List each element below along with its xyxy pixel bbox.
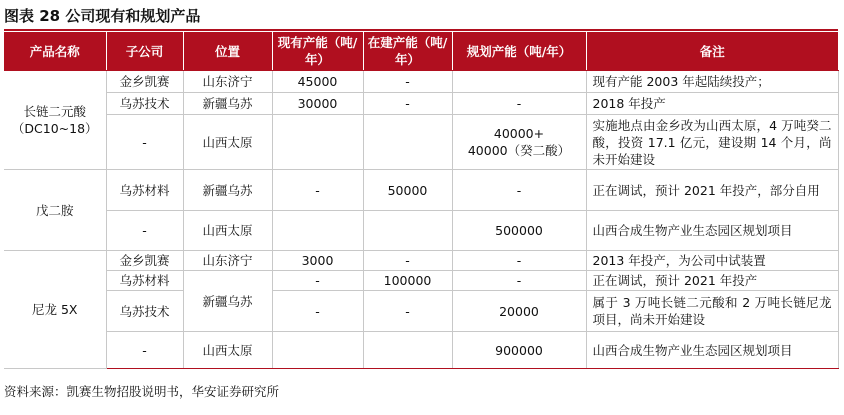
planned-cell: - [452, 170, 586, 211]
location-cell: 山东济宁 [183, 71, 272, 93]
header-building-capacity: 在建产能（吨/年） [363, 32, 452, 71]
table-row [4, 71, 838, 93]
location-cell: 山西太原 [183, 332, 272, 369]
existing-cell [272, 211, 363, 251]
header-existing-capacity: 现有产能（吨/年） [272, 32, 363, 71]
remarks-cell: 实施地点由金乡改为山西太原，4 万吨癸二酸，投资 17.1 亿元，建设期 14 个月，尚未开始建设 [586, 115, 838, 170]
existing-cell: 30000 [272, 93, 363, 115]
subsidiary-cell: 乌苏技术 [106, 93, 183, 115]
header-remarks: 备注 [586, 32, 838, 71]
subsidiary-cell: 乌苏材料 [106, 170, 183, 211]
existing-cell [272, 332, 363, 369]
header-row [4, 32, 838, 71]
table-row [4, 115, 838, 170]
header-subsidiary: 子公司 [106, 32, 183, 71]
header-planned-capacity: 规划产能（吨/年） [452, 32, 586, 71]
building-cell: 100000 [363, 271, 452, 291]
planned-cell: 500000 [452, 211, 586, 251]
table-row [4, 332, 838, 369]
remarks-cell: 属于 3 万吨长链二元酸和 2 万吨长链尼龙项目，尚未开始建设 [586, 291, 838, 332]
existing-cell: - [272, 170, 363, 211]
building-cell: - [363, 251, 452, 271]
building-cell [363, 115, 452, 170]
existing-cell [272, 115, 363, 170]
header-location: 位置 [183, 32, 272, 71]
location-cell: 山东济宁 [183, 251, 272, 271]
table-row [4, 271, 838, 291]
figure-title: 图表 28 公司现有和规划产品 [4, 7, 201, 25]
remarks-cell: 正在调试，预计 2021 年投产，部分自用 [586, 170, 838, 211]
title-rule [4, 29, 838, 31]
remarks-cell: 山西合成生物产业生态园区规划项目 [586, 211, 838, 251]
subsidiary-cell: - [106, 115, 183, 170]
location-cell: 山西太原 [183, 211, 272, 251]
building-cell: - [363, 93, 452, 115]
planned-cell: 20000 [452, 291, 586, 332]
table-row [4, 211, 838, 251]
subsidiary-cell: - [106, 211, 183, 251]
location-cell: 山西太原 [183, 115, 272, 170]
subsidiary-cell: - [106, 332, 183, 369]
product-capacity-table [4, 32, 839, 369]
planned-cell: - [452, 271, 586, 291]
remarks-cell: 现有产能 2003 年起陆续投产； [586, 71, 838, 93]
planned-cell: 900000 [452, 332, 586, 369]
existing-cell: - [272, 291, 363, 332]
header-product: 产品名称 [4, 32, 106, 71]
planned-cell: 40000+ 40000（癸二酸） [452, 115, 586, 170]
location-cell: 新疆乌苏 [183, 271, 272, 332]
location-cell: 新疆乌苏 [183, 93, 272, 115]
building-cell: - [363, 291, 452, 332]
product-cell: 戊二胺 [4, 170, 106, 251]
table-row [4, 93, 838, 115]
source-note: 资料来源：凯赛生物招股说明书，华安证券研究所 [4, 384, 280, 399]
planned-cell [452, 71, 586, 93]
location-cell: 新疆乌苏 [183, 170, 272, 211]
building-cell: - [363, 71, 452, 93]
subsidiary-cell: 乌苏材料 [106, 271, 183, 291]
remarks-cell: 2013 年投产，为公司中试装置 [586, 251, 838, 271]
subsidiary-cell: 金乡凯赛 [106, 71, 183, 93]
existing-cell: - [272, 271, 363, 291]
planned-cell: - [452, 93, 586, 115]
building-cell [363, 332, 452, 369]
table-row [4, 251, 838, 271]
existing-cell: 45000 [272, 71, 363, 93]
building-cell: 50000 [363, 170, 452, 211]
table-row [4, 291, 838, 332]
subsidiary-cell: 乌苏技术 [106, 291, 183, 332]
planned-cell: - [452, 251, 586, 271]
subsidiary-cell: 金乡凯赛 [106, 251, 183, 271]
remarks-cell: 正在调试，预计 2021 年投产 [586, 271, 838, 291]
table-row [4, 170, 838, 211]
existing-cell: 3000 [272, 251, 363, 271]
remarks-cell: 山西合成生物产业生态园区规划项目 [586, 332, 838, 369]
remarks-cell: 2018 年投产 [586, 93, 838, 115]
product-cell: 长链二元酸（DC10~18） [4, 71, 106, 170]
product-cell: 尼龙 5X [4, 251, 106, 369]
building-cell [363, 211, 452, 251]
